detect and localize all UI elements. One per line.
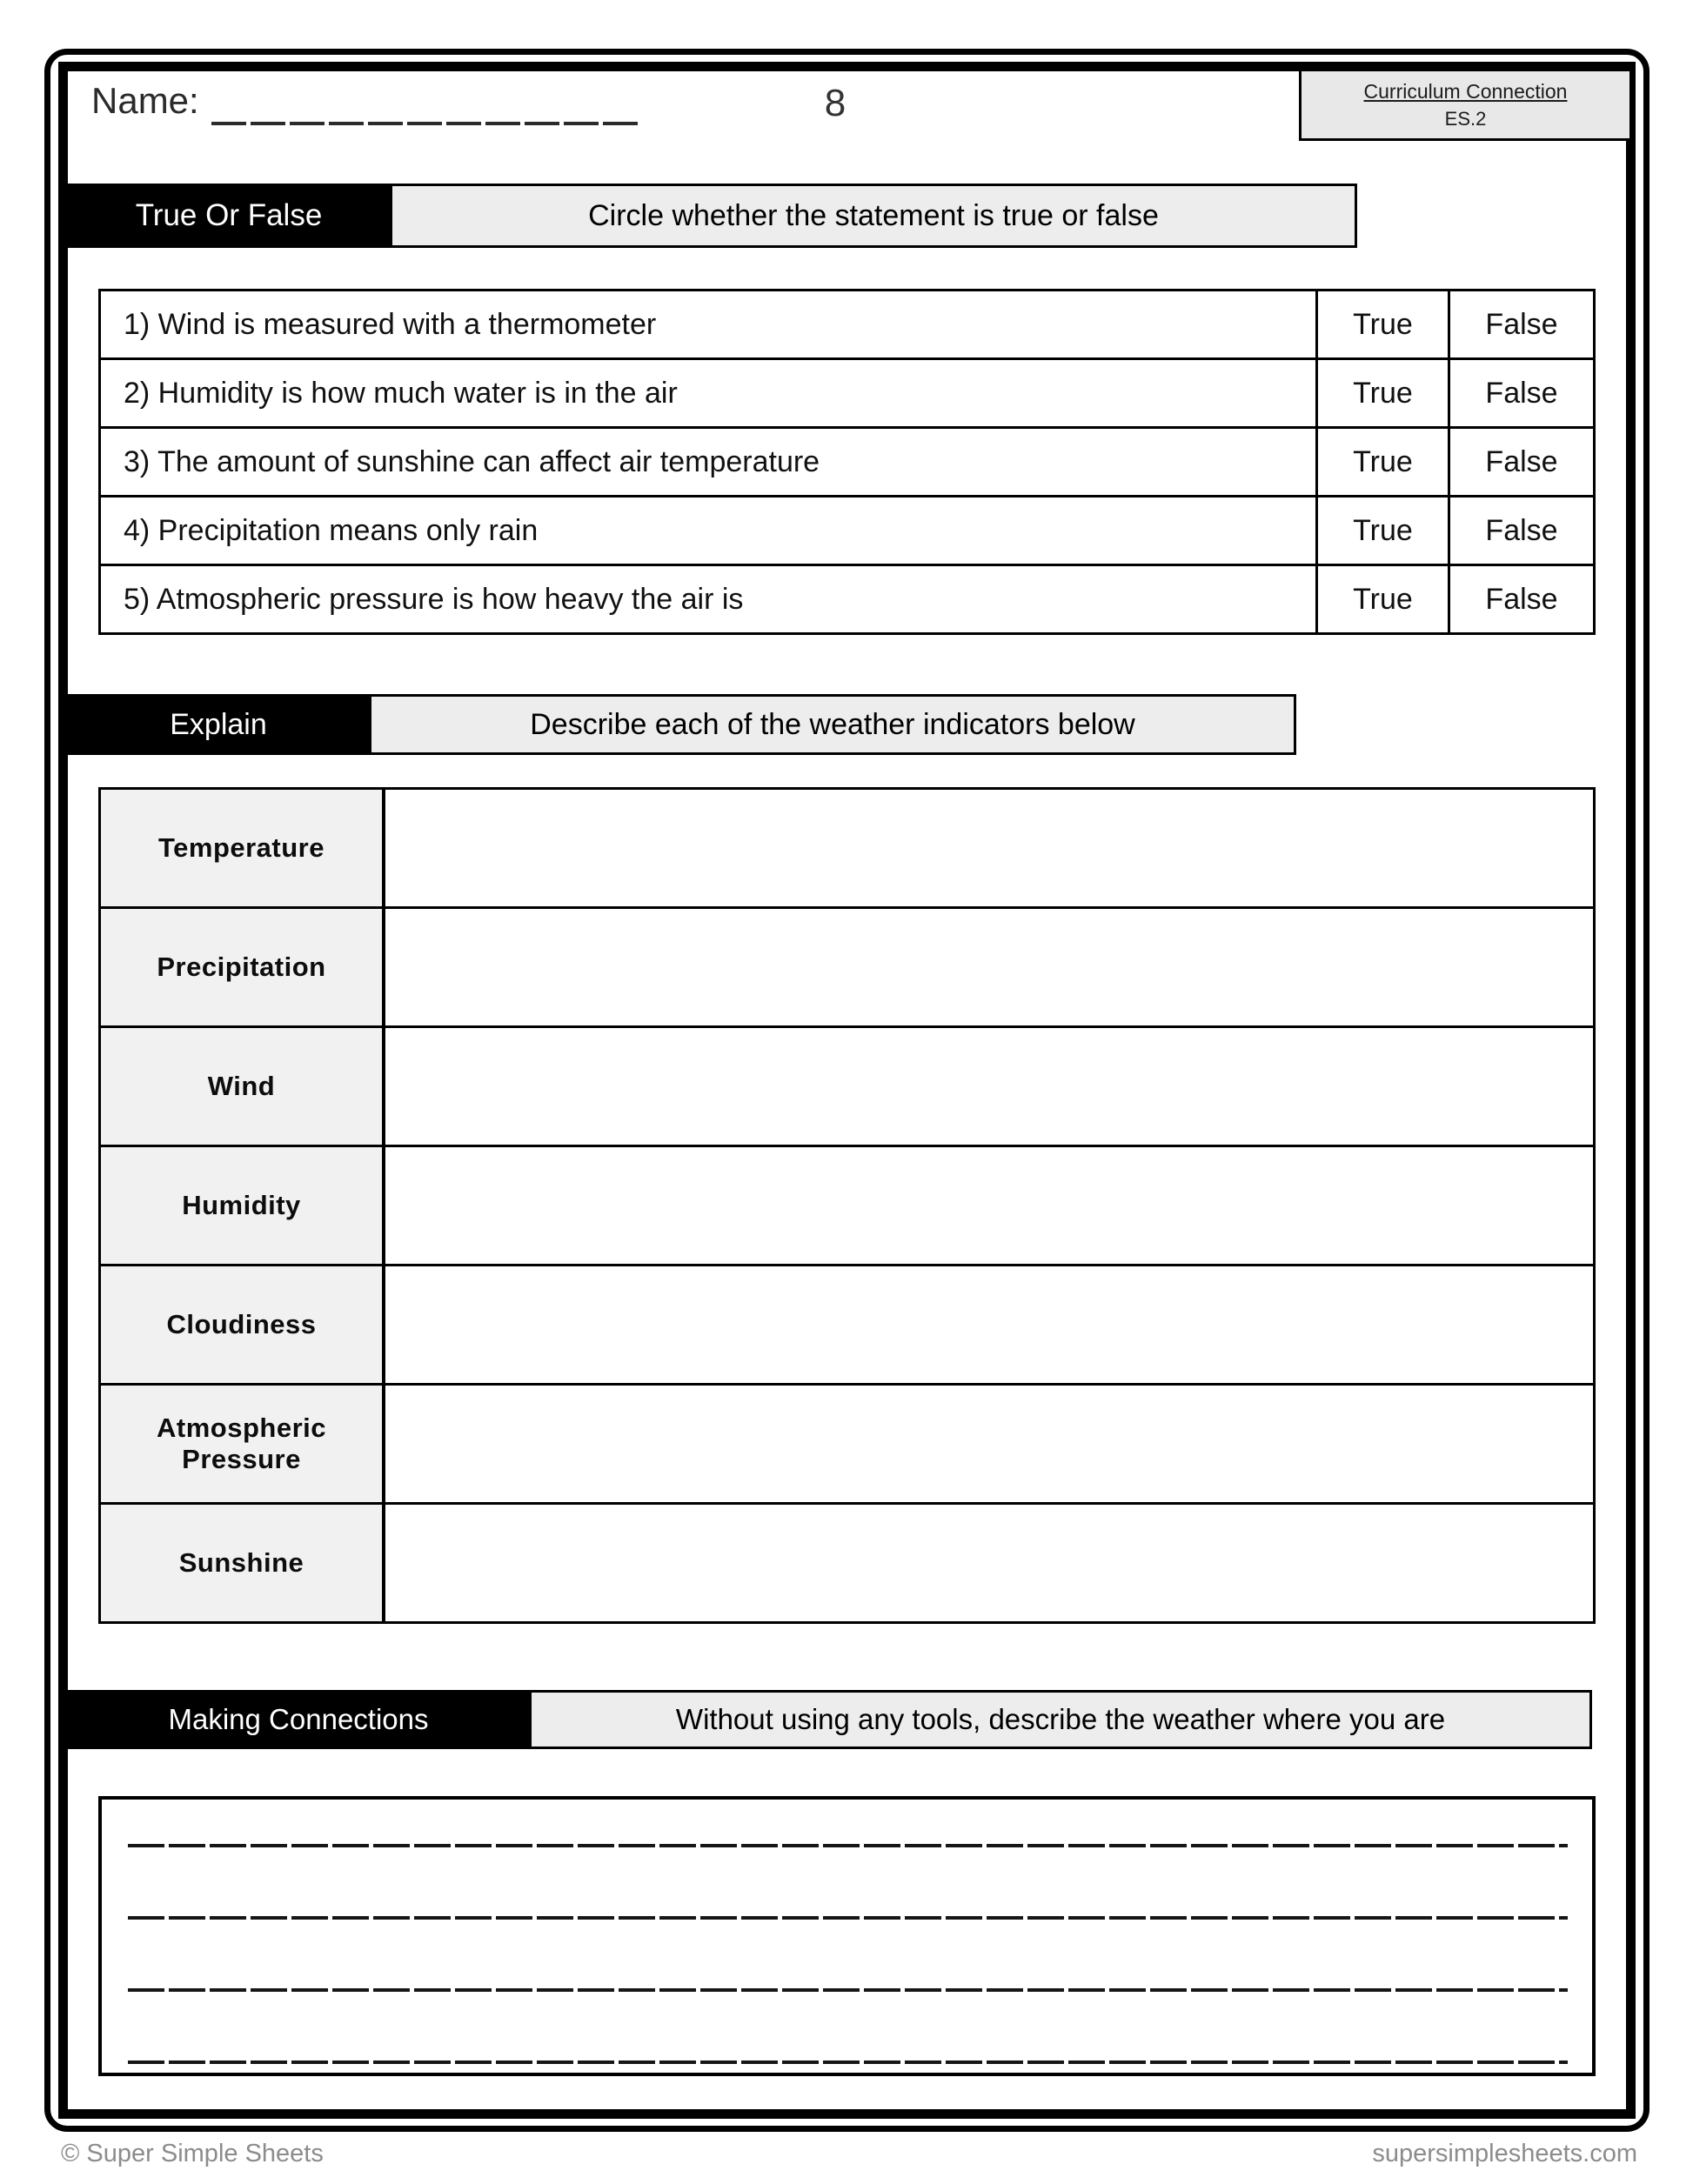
true-option[interactable]: True [1315,291,1448,357]
false-option[interactable]: False [1448,291,1593,357]
section-label-true-or-false: True Or False [68,184,390,248]
indicator-answer-cell[interactable] [385,909,1593,1025]
writing-line[interactable] [128,1988,1568,1992]
indicator-answer-cell[interactable] [385,790,1593,906]
curriculum-connection-code: ES.2 [1444,107,1487,130]
indicator-label: Humidity [101,1147,385,1264]
table-row [101,909,1593,1028]
indicator-label: Cloudiness [101,1266,385,1383]
table-row [101,1147,1593,1266]
section-instruction-true-or-false: Circle whether the statement is true or false [390,184,1357,248]
table-row [101,1505,1593,1621]
name-input-line[interactable] [211,122,639,125]
statement-text: 2) Humidity is how much water is in the air [124,376,678,410]
true-option[interactable]: True [1315,566,1448,632]
table-row [101,291,1593,360]
statement-text: 4) Precipitation means only rain [124,513,539,547]
table-row [101,498,1593,566]
statement-text: 3) The amount of sunshine can affect air temperature [124,444,820,478]
page-number: 8 [824,82,846,124]
table-row [101,566,1593,632]
section-instruction-making-connections: Without using any tools, describe the weather where you are [529,1690,1592,1749]
curriculum-connection-box [1299,69,1632,141]
indicator-label: Atmospheric Pressure [101,1386,385,1502]
answer-writing-box[interactable] [98,1796,1596,2076]
statement-text: 1) Wind is measured with a thermometer [124,307,657,341]
table-row [101,790,1593,909]
writing-line[interactable] [128,1844,1568,1847]
false-option[interactable]: False [1448,429,1593,495]
indicator-label: Temperature [101,790,385,906]
copyright-text: © Super Simple Sheets [61,2140,324,2167]
section-label-explain: Explain [68,694,369,755]
false-option[interactable]: False [1448,566,1593,632]
weather-indicators-table [98,787,1596,1624]
indicator-answer-cell[interactable] [385,1028,1593,1145]
indicator-label: Precipitation [101,909,385,1025]
table-row [101,1386,1593,1505]
indicator-answer-cell[interactable] [385,1386,1593,1502]
true-option[interactable]: True [1315,360,1448,426]
name-label: Name: [91,80,199,121]
website-url: supersimplesheets.com [1372,2140,1637,2167]
true-false-table [98,289,1596,635]
true-option[interactable]: True [1315,498,1448,564]
indicator-label: Wind [101,1028,385,1145]
section-label-making-connections: Making Connections [68,1690,529,1749]
curriculum-connection-title: Curriculum Connection [1363,79,1568,103]
writing-line[interactable] [128,2060,1568,2064]
true-option[interactable]: True [1315,429,1448,495]
statement-text: 5) Atmospheric pressure is how heavy the air is [124,582,744,616]
table-row [101,360,1593,429]
table-row [101,1028,1593,1147]
indicator-label: Sunshine [101,1505,385,1621]
indicator-answer-cell[interactable] [385,1147,1593,1264]
table-row [101,429,1593,498]
section-instruction-explain: Describe each of the weather indicators below [369,694,1296,755]
writing-line[interactable] [128,1916,1568,1920]
table-row [101,1266,1593,1386]
indicator-answer-cell[interactable] [385,1505,1593,1621]
false-option[interactable]: False [1448,498,1593,564]
indicator-answer-cell[interactable] [385,1266,1593,1383]
false-option[interactable]: False [1448,360,1593,426]
